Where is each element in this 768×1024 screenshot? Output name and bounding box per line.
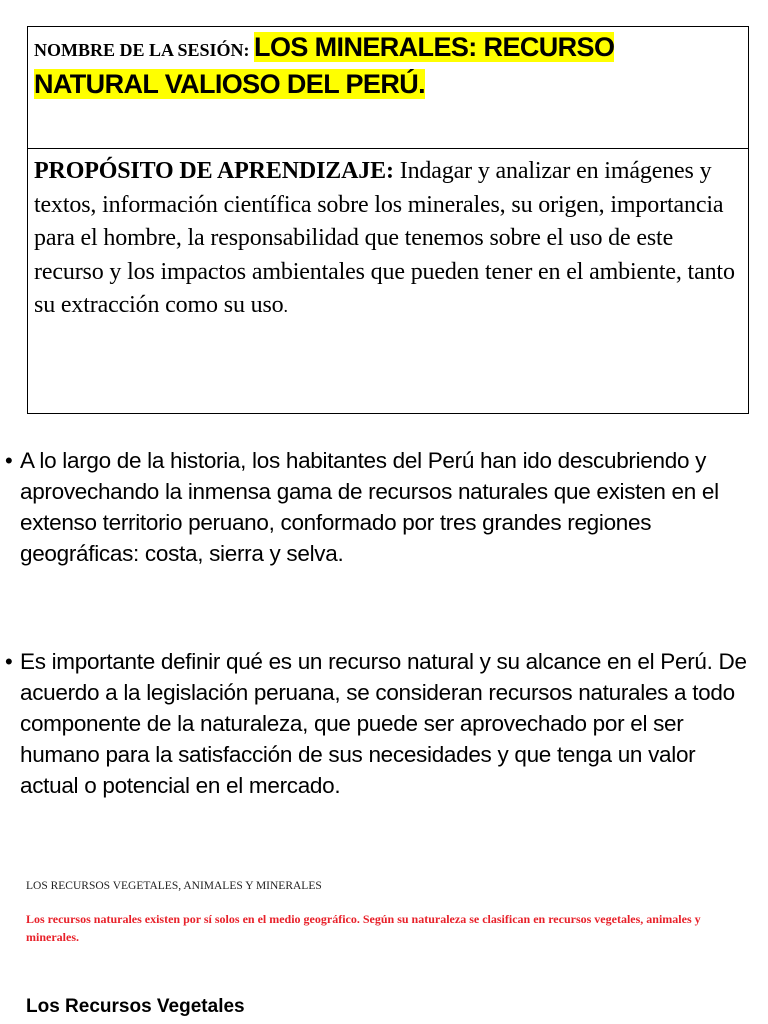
session-table — [27, 26, 749, 414]
purpose-label: PROPÓSITO DE APRENDIZAJE: — [34, 158, 394, 184]
resources-text: Los recursos naturales existen por sí solos en el medio geográfico. Según su naturaleza se clasifican en recursos vegetales, animales y minerales. — [26, 912, 701, 944]
bullet-text: Es importante definir qué es un recurso natural y su alcance en el Perú. De acuerdo a la legislación peruana, se consideran recursos naturales a todo componente de la naturaleza, que puede ser aprovechado por el ser humano para la satisfacción de sus necesidades y que tenga un valor actual o potencial en el mercado. — [20, 649, 747, 798]
purpose-end: . — [283, 296, 288, 316]
session-name-cell — [28, 27, 748, 149]
purpose-text: Indagar y analizar en imágenes y textos, información científica sobre los minerales, su origen, importancia para el hombre, la responsabilidad que tenemos sobre el uso de este recurso y los impactos ambientales que pueden tener en el ambiente, tanto su extracción como su uso — [34, 158, 735, 318]
bullet-text: A lo largo de la historia, los habitantes del Perú han ido descubriendo y aprovechando la inmensa gama de recursos naturales que existen en el extenso territorio peruano, conformado por tres grandes regiones geográficas: costa, sierra y selva. — [20, 448, 719, 566]
session-title — [34, 31, 734, 105]
resources-heading: LOS RECURSOS VEGETALES, ANIMALES Y MINERALES — [26, 880, 322, 892]
purpose-cell — [34, 155, 739, 324]
session-highlighted-title: LOS MINERALES: RECURSO NATURAL VALIOSO DEL PERÚ. — [34, 32, 615, 99]
vegetales-heading: Los Recursos Vegetales — [26, 996, 245, 1017]
bullet-icon: • — [5, 448, 13, 473]
session-label: NOMBRE DE LA SESIÓN: — [34, 40, 255, 60]
bullet-icon: • — [5, 649, 13, 674]
